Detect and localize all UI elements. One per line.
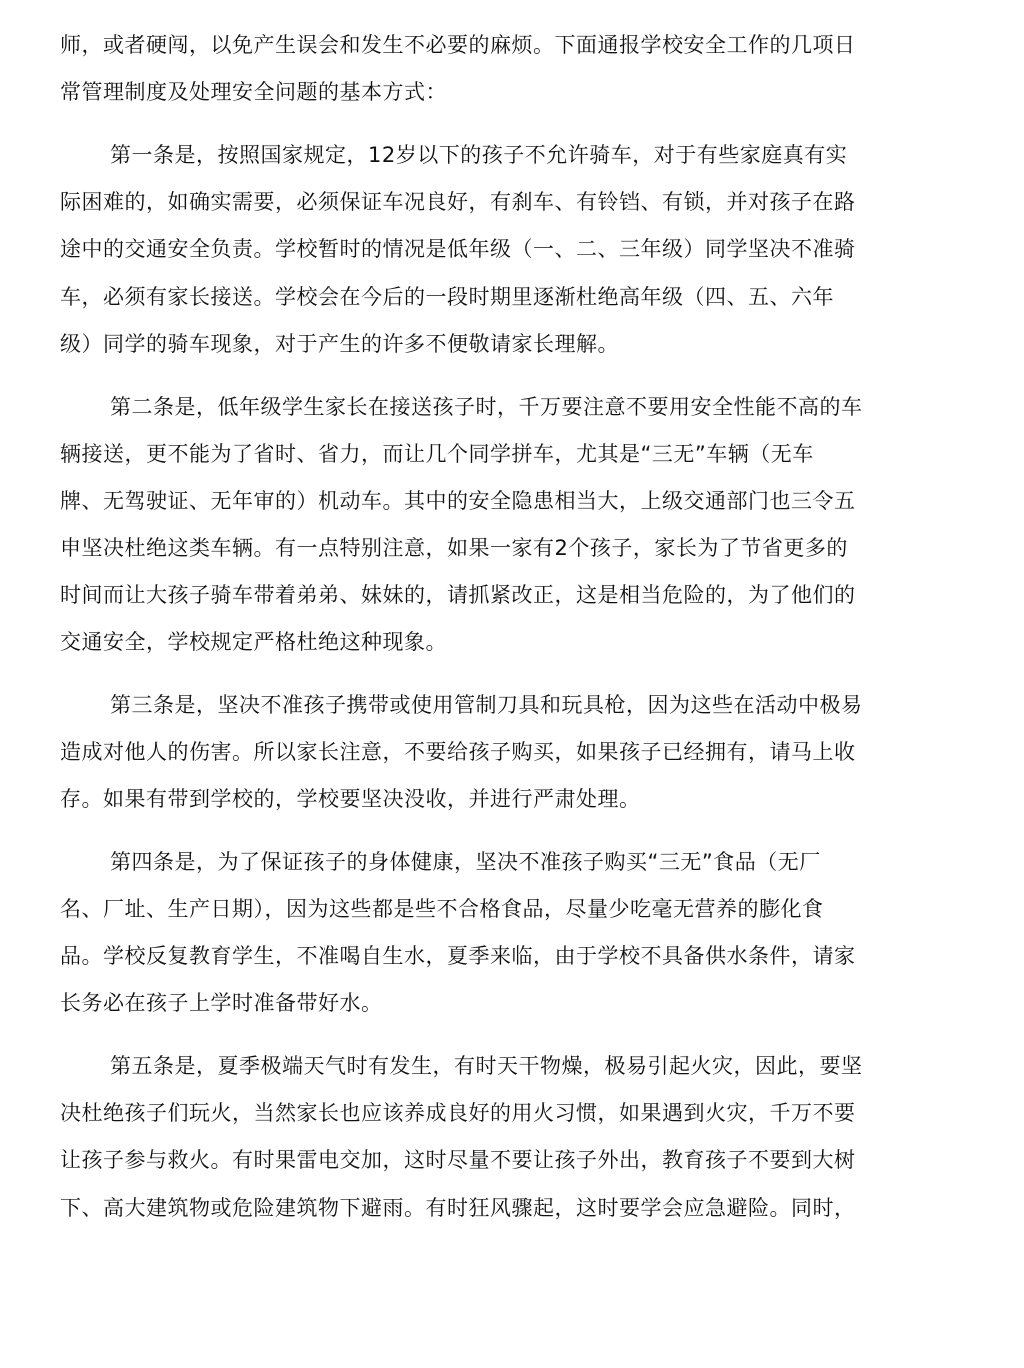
text-line: 交通安全，学校规定严格杜绝这种现象。 — [60, 630, 447, 654]
text-line: 辆接送，更不能为了省时、省力，而让几个同学拼车，尤其是“三无”车辆（无车 — [60, 442, 814, 466]
text-line: 让孩子参与救火。有时果雷电交加，这时尽量不要让孩子外出，教育孩子不要到大树 — [60, 1148, 856, 1172]
text-line: 车，必须有家长接送。学校会在今后的一段时期里逐渐杜绝高年级（四、五、六年 — [60, 285, 834, 309]
text-line: 申坚决杜绝这类车辆。有一点特别注意，如果一家有2个孩子，家长为了节省更多的 — [60, 536, 848, 560]
text-line: 第四条是，为了保证孩子的身体健康，坚决不准孩子购买“三无”食品（无厂 — [110, 850, 821, 874]
text-line: 第二条是，低年级学生家长在接送孩子时，千万要注意不要用安全性能不高的车 — [110, 395, 863, 419]
text-line: 第三条是，坚决不准孩子携带或使用管制刀具和玩具枪，因为这些在活动中极易 — [110, 693, 863, 717]
text-line: 长务必在孩子上学时准备带好水。 — [60, 991, 383, 1015]
text-line: 决杜绝孩子们玩火，当然家长也应该养成良好的用火习惯，如果遇到火灾，千万不要 — [60, 1101, 856, 1125]
text-line: 级）同学的骑车现象，对于产生的许多不便敬请家长理解。 — [60, 332, 619, 356]
text-line: 常管理制度及处理安全问题的基本方式： — [60, 80, 447, 104]
text-line: 途中的交通安全负责。学校暂时的情况是低年级（一、二、三年级）同学坚决不准骑 — [60, 237, 856, 261]
text-line: 第五条是，夏季极端天气时有发生，有时天干物燥，极易引起火灾，因此，要坚 — [110, 1054, 863, 1078]
text-line: 造成对他人的伤害。所以家长注意，不要给孩子购买，如果孩子已经拥有，请马上收 — [60, 740, 856, 764]
text-line: 师，或者硬闯，以免产生误会和发生不必要的麻烦。下面通报学校安全工作的几项日 — [60, 33, 856, 57]
text-line: 牌、无驾驶证、无年审的）机动车。其中的安全隐患相当大，上级交通部门也三令五 — [60, 489, 856, 513]
text-line: 第一条是，按照国家规定，12岁以下的孩子不允许骑车，对于有些家庭真有实 — [110, 143, 848, 167]
text-line: 时间而让大孩子骑车带着弟弟、妹妹的，请抓紧改正，这是相当危险的，为了他们的 — [60, 583, 856, 607]
text-line: 名、厂址、生产日期），因为这些都是些不合格食品，尽量少吃毫无营养的膨化食 — [60, 897, 824, 921]
text-line: 下、高大建筑物或危险建筑物下避雨。有时狂风骤起，这时要学会应急避险。同时， — [60, 1196, 856, 1220]
text-line: 际困难的，如确实需要，必须保证车况良好，有刹车、有铃铛、有锁，并对孩子在路 — [60, 190, 856, 214]
text-line: 品。学校反复教育学生，不准喝自生水，夏季来临，由于学校不具备供水条件，请家 — [60, 944, 856, 968]
text-line: 存。如果有带到学校的，学校要坚决没收，并进行严肃处理。 — [60, 787, 641, 811]
